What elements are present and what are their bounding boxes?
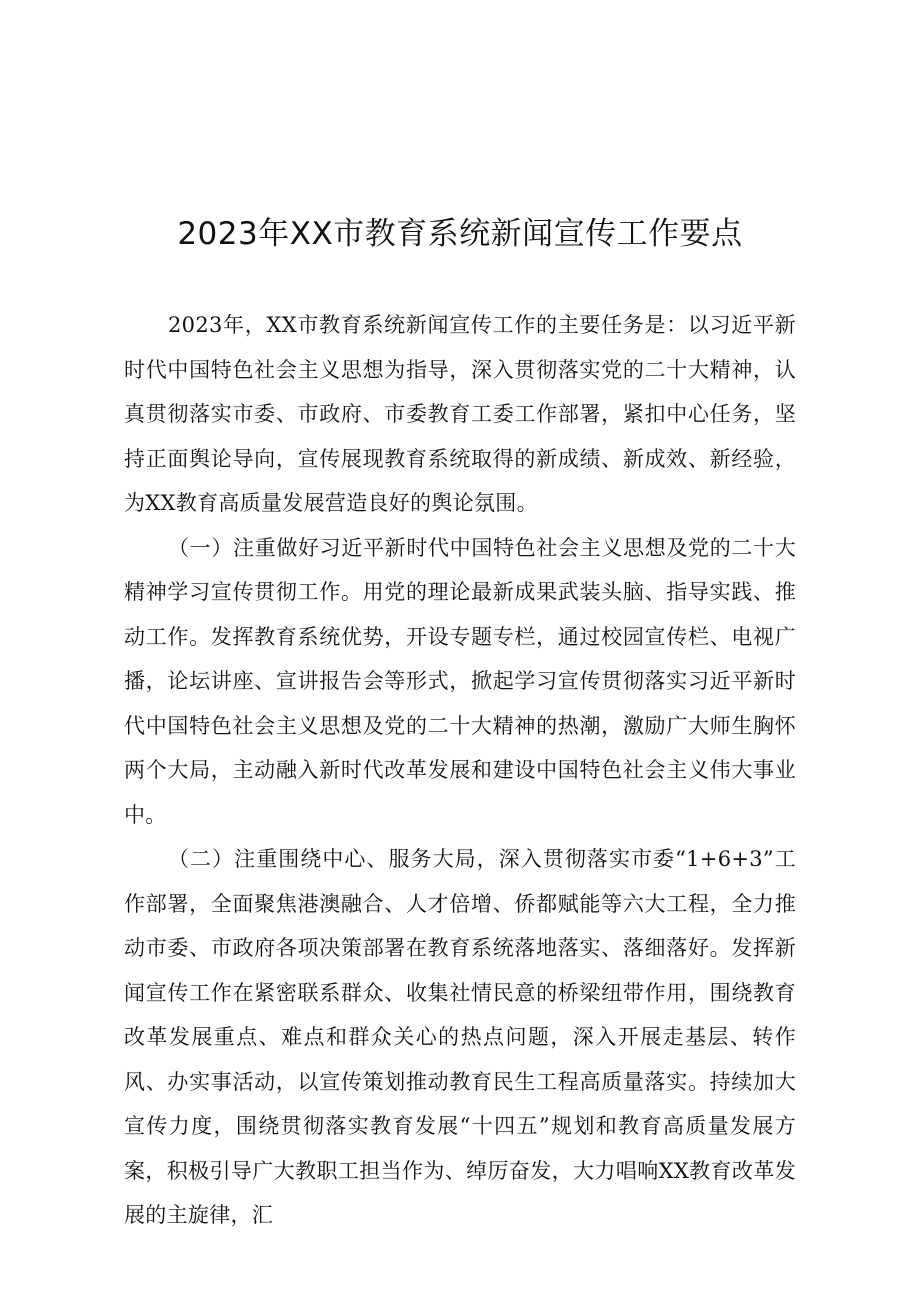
intro-paragraph: 2023年，XX市教育系统新闻宣传工作的主要任务是：以习近平新时代中国特色社会主义思想为指导，深入贯彻落实党的二十大精神，认真贯彻落实市委、市政府、市委教育工委工作部署，紧扣中心任务，坚持正面舆论导向，宣传展现教育系统取得的新成绩、新成效、新经验，为XX教育高质量发展营造良好的舆论氛围。 [124, 313, 796, 515]
section-one-paragraph: （一）注重做好习近平新时代中国特色社会主义思想及党的二十大精神学习宣传贯彻工作。用党的理论最新成果武装头脑、指导实践、推动工作。发挥教育系统优势，开设专题专栏，通过校园宣传栏、电视广播，论坛讲座、宣讲报告会等形式，掀起学习宣传贯彻落实习近平新时代中国特色社会主义思想及党的二十大精神的热潮，激励广大师生胸怀两个大局，主动融入新时代改革发展和建设中国特色社会主义伟大事业中。 [124, 535, 796, 827]
document-body [124, 303, 796, 1238]
document-title: 2023年XX市教育系统新闻宣传工作要点 [177, 216, 743, 252]
section-two-paragraph: （二）注重围绕中心、服务大局，深入贯彻落实市委“1+6+3”工作部署，全面聚焦港澳融合、人才倍增、侨都赋能等六大工程，全力推动市委、市政府各项决策部署在教育系统落地落实、落细落好。发挥新闻宣传工作在紧密联系群众、收集社情民意的桥梁纽带作用，围绕教育改革发展重点、难点和群众关心的热点问题，深入开展走基层、转作风、办实事活动，以宣传策划推动教育民生工程高质量落实。持续加大宣传力度，围绕贯彻落实教育发展“十四五”规划和教育高质量发展方案，积极引导广大教职工担当作为、绰厉奋发，大力唱响XX教育改革发展的主旋律，汇 [124, 847, 796, 1227]
